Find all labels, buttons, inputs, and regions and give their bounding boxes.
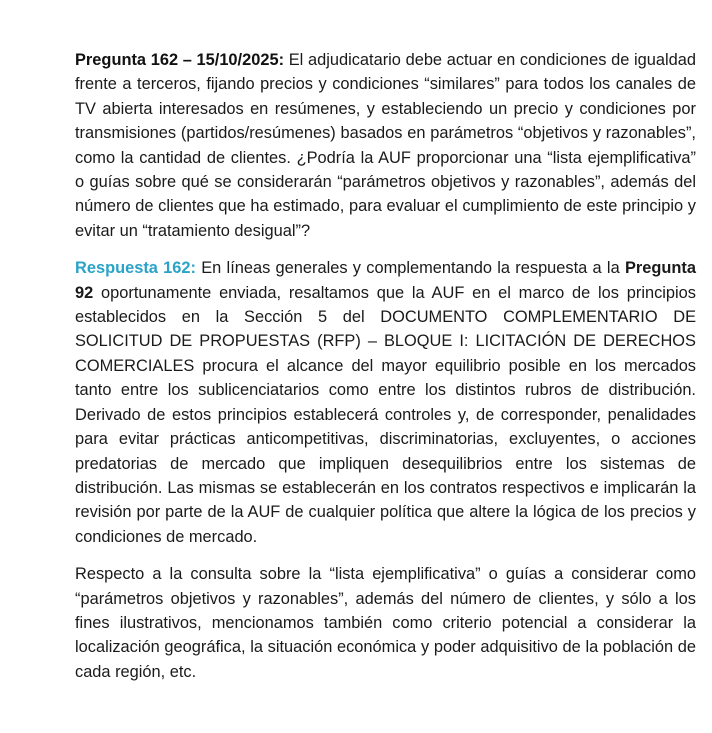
question-text: El adjudicatario debe actuar en condiciones de igualdad frente a terceros, fijando precios y condiciones “similares” para todos los canales de TV abierta interesados en resúmenes, y estableciendo un precio y condiciones por transmisiones (partidos/resúmenes) basados en parámetros “objetivos y razonables”, como la cantidad de clientes. ¿Podría la AUF proporcionar una “lista ejemplificativa” o guías sobre qué se considerarán “parámetros objetivos y razonables”, además del número de clientes que ha estimado, para evaluar el cumplimiento de este principio y evitar un “tratamiento desigual”? (75, 51, 696, 240)
question-label: Pregunta 162 – 15/10/2025: (75, 51, 285, 69)
question-reference: Pregunta 92 (75, 259, 696, 302)
answer-paragraph (75, 256, 696, 549)
paragraph-gap (75, 549, 696, 562)
answer-paragraph-2: Respecto a la consulta sobre la “lista ejemplificativa” o guías a considerar como “parámetros objetivos y razonables”, además del número de clientes, y sólo a los fines ilustrativos, mencionamos también como criterio potencial a considerar la localización geográfica, la situación económica y poder adquisitivo de la población de cada región, etc. (75, 565, 696, 681)
answer-label: Respuesta 162: (75, 259, 196, 278)
question-paragraph (75, 48, 696, 243)
paragraph-gap (75, 243, 696, 256)
answer-text-body: oportunamente enviada, resaltamos que la AUF en el marco de los principios establecidos en la Sección 5 del DOCUMENTO COMPLEMENTARIO DE SOLICITUD DE PROPUESTAS (RFP) – BLOQUE I: LICITACIÓN DE DERECHOS COMERCIALES procura el alcance del mayor equilibrio posible en los mercados tanto entre los sublicenciatarios como entre los distintos rubros de distribución. Derivado de estos principios establecerá controles y, de corresponder, penalidades para evitar prácticas anticompetitivas, discriminatorias, excluyentes, o acciones predatorias de mercado que impliquen desequilibrios entre los sistemas de distribución. Las mismas se establecerán en los contratos respectivos e implicarán la revisión por parte de la AUF de cualquier política que altere la lógica de los precios y condiciones de mercado. (75, 283, 696, 546)
document-page (75, 48, 696, 684)
answer-text-intro: En líneas generales y complementando la respuesta a la (195, 259, 625, 278)
